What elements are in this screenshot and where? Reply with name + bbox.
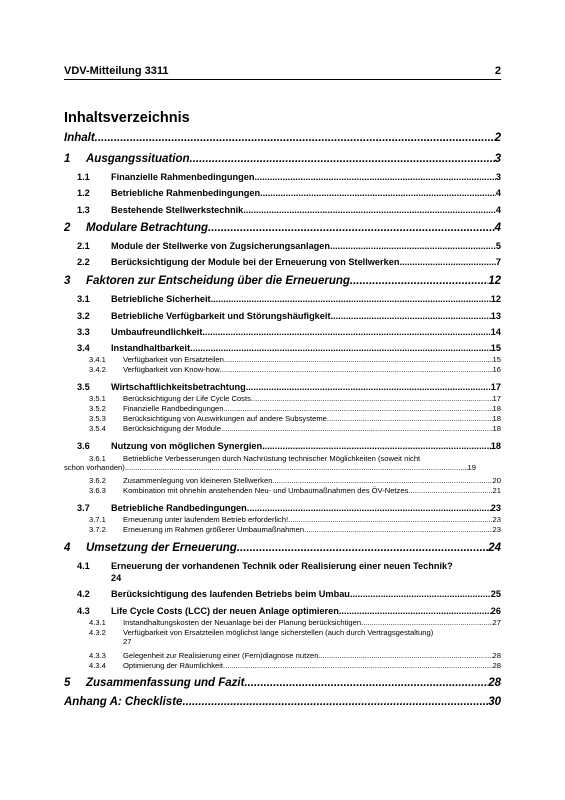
toc-entry[interactable]: [64, 404, 501, 413]
toc-entry[interactable]: [64, 294, 501, 305]
toc-entry-number: 3.5.1: [89, 394, 106, 403]
toc-entry-page: 5: [495, 241, 501, 251]
toc-leader: [224, 355, 493, 364]
toc-entry-page: 23: [492, 515, 501, 524]
toc-leader: [125, 463, 468, 472]
toc-leader: [220, 365, 493, 374]
toc-entry-number: 3.6: [77, 441, 90, 451]
toc-entry-page: 3: [494, 153, 501, 165]
toc-leader: [304, 525, 492, 534]
toc-entry[interactable]: [64, 172, 501, 183]
toc-leader: [221, 424, 493, 433]
toc-entry-title: Anhang A: Checkliste: [64, 696, 183, 708]
toc-leader: [262, 441, 491, 452]
toc-entry-title: Erneuerung im Rahmen größerer Umbaumaßnahmen: [123, 525, 305, 534]
toc-entry[interactable]: [64, 561, 501, 584]
toc-leader: [190, 153, 495, 167]
toc-entry-page: 7: [495, 257, 501, 267]
toc-entry-number: 1: [64, 153, 71, 165]
toc-leader: [272, 476, 492, 485]
toc-entry-number: 3.5.2: [89, 404, 106, 413]
toc-entry-title: Inhalt: [64, 132, 95, 144]
toc-entry-page: 28: [492, 661, 501, 670]
toc-entry[interactable]: [64, 661, 501, 670]
toc-entry-number: 3.7.1: [89, 515, 106, 524]
toc-entry-number: 3.7.2: [89, 525, 106, 534]
toc-entry-page: 21: [492, 486, 501, 495]
toc-entry-page: 4: [494, 222, 501, 234]
header-document-title: VDV-Mitteilung 3311: [64, 65, 169, 77]
toc-entry-title: Betriebliche Sicherheit: [111, 294, 211, 304]
toc-entry-page: 18: [492, 404, 501, 413]
toc-entry-title-continuation: schon vorhanden): [64, 463, 125, 473]
toc-entry-title: Gelegenheit zur Realisierung einer (Fern)diagnose nutzen: [123, 651, 319, 660]
toc-entry[interactable]: [64, 241, 501, 252]
toc-entry-title: Bestehende Stellwerkstechnik: [111, 205, 244, 215]
toc-entry-number: 2.2: [77, 257, 90, 267]
toc-entry-title: Betriebliche Verfügbarkeit und Störungshäufigkeit: [111, 311, 331, 321]
toc-entry-title: Life Cycle Costs (LCC) der neuen Anlage optimieren: [111, 606, 339, 616]
toc-leader: [350, 275, 488, 289]
toc-entry-title: Betriebliche Verbesserungen durch Nachrüstung technischer Möglichkeiten (soweit nicht: [123, 454, 421, 463]
toc-entry-page: 15: [492, 355, 501, 364]
toc-entry-title: Umbaufreundlichkeit: [111, 327, 203, 337]
toc-entry-title: Verfügbarkeit von Ersatzteilen möglichst lange sicherstellen (auch durch Vertragsgestaltung): [123, 628, 434, 637]
toc-entry-number: 4.3.1: [89, 618, 106, 627]
toc-entry-number: 2.1: [77, 241, 90, 251]
toc-entry-title: Berücksichtigung des laufenden Betriebs beim Umbau: [111, 589, 350, 599]
toc-entry-title: Instandhaltungskosten der Neuanlage bei der Planung berücksichtigen: [123, 618, 362, 627]
toc-entry-page: 27: [492, 618, 501, 627]
toc-entry-page: 24: [488, 542, 501, 554]
toc-entry-page: 25: [490, 589, 501, 599]
toc-entry-page: 19: [467, 463, 476, 473]
toc-entry-page: 2: [494, 132, 501, 144]
toc-entry-page: 12: [490, 294, 501, 304]
toc-entry-number: 3.6.3: [89, 486, 106, 495]
toc-entry[interactable]: [64, 257, 501, 268]
toc-entry-page: 20: [492, 476, 501, 485]
toc-entry[interactable]: [64, 222, 501, 236]
toc-leader: [202, 327, 490, 338]
toc-entry-number: 2: [64, 222, 71, 234]
toc-entry[interactable]: [64, 275, 501, 289]
toc-entry[interactable]: [64, 696, 501, 710]
toc-entry-title: Erneuerung der vorhandenen Technik oder Realisierung einer neuen Technik?: [111, 561, 453, 571]
toc-entry-number: 4.1: [77, 561, 90, 571]
toc-entry[interactable]: [64, 441, 501, 452]
toc-entry-number: 3.5.3: [89, 414, 106, 423]
toc-entry-page: 26: [490, 606, 501, 616]
toc-entry-number: 3.5.4: [89, 424, 106, 433]
toc-entry[interactable]: [64, 589, 501, 600]
toc-entry-page: 17: [492, 394, 501, 403]
toc-entry-page: 4: [495, 188, 501, 198]
toc-leader: [260, 188, 496, 199]
toc-leader: [237, 542, 488, 556]
toc-entry-title: Umsetzung der Erneuerung: [86, 542, 237, 554]
toc-entry[interactable]: [64, 132, 501, 146]
toc-entry-number: 5: [64, 677, 71, 689]
toc-entry-title: Betriebliche Randbedingungen: [111, 503, 247, 513]
toc-entry[interactable]: [64, 651, 501, 660]
toc-entry-number: 4.3: [77, 606, 90, 616]
toc-entry-title: Modulare Betrachtung: [86, 222, 209, 234]
toc-entry-number: 3.3: [77, 327, 90, 337]
toc-entry-number: 1.2: [77, 188, 90, 198]
toc-entry[interactable]: [64, 515, 501, 524]
toc-entry[interactable]: [64, 424, 501, 433]
toc-entry-number: 3.7: [77, 503, 90, 513]
toc-entry[interactable]: [64, 476, 501, 485]
toc-entry-number: 1.1: [77, 172, 90, 182]
toc-entry-page: 4: [495, 205, 501, 215]
toc-entry-title: Instandhaltbarkeit: [111, 343, 191, 353]
toc-entry-number: 3.6.2: [89, 476, 106, 485]
toc-entry-page: 27: [123, 637, 132, 647]
toc-entry-page: 17: [490, 382, 501, 392]
toc-leader: [190, 343, 491, 354]
toc-entry[interactable]: [64, 343, 501, 354]
toc-entry-number: 1.3: [77, 205, 90, 215]
toc-entry-title: Kombination mit ohnehin anstehenden Neu- und Umbaumaßnahmen des ÖV-Netzes: [123, 486, 409, 495]
toc-title: Inhaltsverzeichnis: [64, 110, 190, 126]
toc-leader: [318, 651, 492, 660]
toc-entry-page: 30: [488, 696, 501, 708]
toc-entry-number: 4.2: [77, 589, 90, 599]
toc-entry-page: 28: [492, 651, 501, 660]
toc-leader: [211, 294, 491, 305]
toc-leader: [223, 404, 492, 413]
toc-leader: [350, 589, 491, 600]
toc-entry-page: 18: [490, 441, 501, 451]
toc-leader: [288, 515, 492, 524]
toc-entry[interactable]: [64, 365, 501, 374]
toc-entry-number: 4.3.3: [89, 651, 106, 660]
toc-entry[interactable]: [64, 394, 501, 403]
toc-entry-page: 23: [492, 525, 501, 534]
toc-entry-number: 4: [64, 542, 71, 554]
header-page-number: 2: [494, 65, 501, 77]
page-header: [64, 64, 501, 80]
toc-entry[interactable]: [64, 628, 476, 647]
toc-entry-title: Berücksichtigung der Module bei der Erneuerung von Stellwerken: [111, 257, 400, 267]
toc-leader: [408, 486, 492, 495]
toc-entry[interactable]: [64, 327, 501, 338]
toc-entry-number: 3.6.1: [89, 454, 106, 463]
toc-leader: [330, 241, 496, 252]
toc-entry-page: 3: [495, 172, 501, 182]
toc-entry-title: Zusammenlegung von kleineren Stellwerken: [123, 476, 273, 485]
toc-entry[interactable]: [64, 454, 476, 473]
toc-leader: [254, 172, 495, 183]
toc-entry-page: 23: [490, 503, 501, 513]
toc-entry-title: Berücksichtigung der Life Cycle Costs: [123, 394, 251, 403]
toc-leader: [327, 414, 493, 423]
toc-entry-title: Optimierung der Räumlichkeit: [123, 661, 224, 670]
toc-entry[interactable]: [64, 542, 501, 556]
toc-entry[interactable]: [64, 503, 501, 514]
toc-entry-title: Verfügbarkeit von Ersatzteilen: [123, 355, 224, 364]
toc-leader: [95, 132, 495, 146]
toc-entry-title: Finanzielle Rahmenbedingungen: [111, 172, 255, 182]
toc-leader: [182, 696, 488, 710]
toc-entry[interactable]: [64, 382, 501, 393]
toc-entry-number: 3.5: [77, 382, 90, 392]
toc-entry-page: 24: [111, 572, 122, 583]
toc-entry[interactable]: [64, 414, 501, 423]
toc-entry-number: 4.3.4: [89, 661, 106, 670]
toc-entry-page: 15: [490, 343, 501, 353]
toc-entry-page: 16: [492, 365, 501, 374]
toc-entry-title: Finanzielle Randbedingungen: [123, 404, 224, 413]
toc-entry[interactable]: [64, 677, 501, 691]
toc-leader: [339, 606, 491, 617]
toc-entry[interactable]: [64, 205, 501, 216]
toc-entry-page: 13: [490, 311, 501, 321]
toc-entry[interactable]: [64, 153, 501, 167]
toc-leader: [246, 382, 491, 393]
toc-entry-page: 28: [488, 677, 501, 689]
toc-entry[interactable]: [64, 525, 501, 534]
toc-entry-title: Zusammenfassung und Fazit: [86, 677, 245, 689]
toc-entry[interactable]: [64, 606, 501, 617]
toc-leader: [251, 394, 493, 403]
toc-entry-number: 3.1: [77, 294, 90, 304]
toc-entry-title: Module der Stellwerke von Zugsicherungsanlagen: [111, 241, 331, 251]
toc-entry-title: Erneuerung unter laufendem Betrieb erforderlich!: [123, 515, 289, 524]
toc-entry-title: Ausgangssituation: [86, 153, 190, 165]
toc-entry-title: Berücksichtigung der Module: [123, 424, 221, 433]
toc-entry-title: Wirtschaftlichkeitsbetrachtung: [111, 382, 246, 392]
toc-leader: [361, 618, 492, 627]
toc-entry-number: 3.2: [77, 311, 90, 321]
toc-entry-page: 12: [488, 275, 501, 287]
toc-entry-title: Berücksichtigung von Auswirkungen auf andere Subsysteme: [123, 414, 327, 423]
toc-entry-title: Nutzung von möglichen Synergien: [111, 441, 263, 451]
toc-entry-title: Verfügbarkeit von Know-how: [123, 365, 220, 374]
toc-entry[interactable]: [64, 486, 501, 495]
toc-entry-page: 18: [492, 414, 501, 423]
toc-entry[interactable]: [64, 355, 501, 364]
toc-leader: [247, 503, 491, 514]
toc-entry[interactable]: [64, 311, 501, 322]
toc-entry[interactable]: [64, 188, 501, 199]
toc-leader: [208, 222, 495, 236]
toc-leader: [243, 205, 496, 216]
toc-leader: [223, 661, 493, 670]
toc-leader: [399, 257, 495, 268]
toc-entry-number: 3.4.2: [89, 365, 106, 374]
toc-entry-number: 3: [64, 275, 71, 287]
toc-leader: [331, 311, 491, 322]
toc-entry-title: Faktoren zur Entscheidung über die Erneuerung: [86, 275, 350, 287]
toc-entry-number: 4.3.2: [89, 628, 106, 637]
toc-entry-number: 3.4.1: [89, 355, 106, 364]
toc-entry[interactable]: [64, 618, 501, 627]
toc-leader: [244, 677, 488, 691]
toc-entry-page: 14: [490, 327, 501, 337]
toc-entry-page: 18: [492, 424, 501, 433]
toc-entry-number: 3.4: [77, 343, 90, 353]
toc-entry-title: Betriebliche Rahmenbedingungen: [111, 188, 261, 198]
